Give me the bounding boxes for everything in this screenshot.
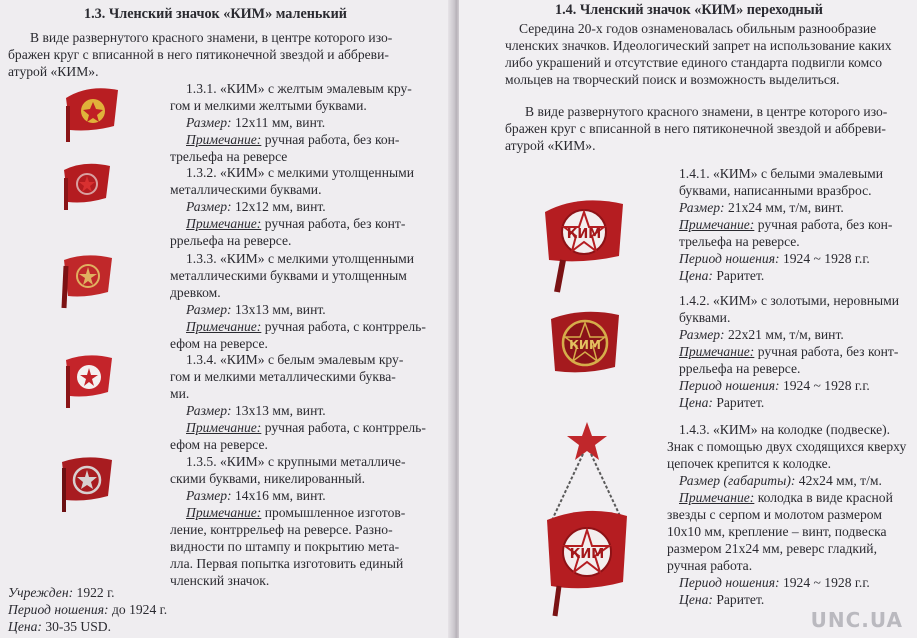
item-1-3-2-title: 1.3.2. «КИМ» с мелкими утолщенными: [186, 165, 414, 180]
right-intro2-line: атурой «КИМ».: [505, 138, 596, 153]
period-value: до 1924 г.: [108, 602, 168, 617]
size-value: 42х24 мм, т/м.: [795, 473, 882, 488]
note-label: Примечание:: [186, 420, 262, 435]
note-text: размером 21х24 мм, реверс гладкий,: [667, 541, 877, 556]
item-1-4-1-title: 1.4.1. «КИМ» с белыми эмалевыми: [679, 166, 883, 181]
note-label: Примечание:: [186, 505, 262, 520]
item-1-4-3-title: цепочек крепится к колодке.: [667, 456, 832, 471]
note-text: ручная работа, с контррель-: [264, 319, 426, 334]
price-label: Цена:: [679, 395, 713, 410]
size-value: 22х21 мм, т/м, винт.: [724, 327, 844, 342]
badge-photo-1-3-3: [56, 250, 120, 310]
size-value: 13х13 мм, винт.: [231, 302, 326, 317]
item-1-3-1-title: гом и мелкими желтыми буквами.: [170, 98, 367, 113]
size-value: 12х12 мм, винт.: [231, 199, 326, 214]
badge-photo-1-3-5: [54, 452, 120, 514]
right-intro-line: мольцев на творческий поиск и возможность выделиться.: [505, 72, 840, 87]
note-text: ефом на реверсе.: [170, 437, 268, 452]
item-1-4-2-title: 1.4.2. «КИМ» с золотыми, неровными: [679, 293, 900, 308]
note-text: трельефа на реверсе.: [679, 234, 800, 249]
item-1-3-4-title: гом и мелкими металлическими буква-: [170, 369, 396, 384]
note-text: лла. Первая попытка изготовить единый: [170, 556, 404, 571]
badge-photo-1-4-2: [545, 305, 625, 385]
item-1-3-3-title: металлическими буквами и утолщенным: [170, 268, 407, 283]
period-label: Период ношения:: [679, 378, 780, 393]
size-label: Размер (габариты):: [679, 473, 796, 488]
note-text: промышленное изготов-: [264, 505, 406, 520]
size-label: Размер:: [679, 200, 725, 215]
founded-value: 1922 г.: [73, 585, 115, 600]
right-intro-line: либо украшений и отсутствие единого стандарта подвигли комсо: [505, 55, 882, 70]
note-text: ление, контррельеф на реверсе. Разно-: [170, 522, 393, 537]
note-text: ручная работа, без кон-: [264, 132, 400, 147]
right-intro2-line: В виде развернутого красного знамени, в центре которого изо-: [525, 104, 888, 119]
note-text: ручная работа, с контррель-: [264, 420, 426, 435]
period-label: Период ношения:: [679, 575, 780, 590]
left-intro-line: атурой «КИМ».: [8, 64, 99, 79]
period-value: 1924 ~ 1928 г.г.: [779, 575, 870, 590]
period-value: 1924 ~ 1928 г.г.: [779, 378, 870, 393]
item-1-3-3-title: 1.3.3. «КИМ» с мелкими утолщенными: [186, 251, 414, 266]
item-1-4-1-title: буквами, написанными вразброс.: [679, 183, 872, 198]
item-1-3-3-title: древком.: [170, 285, 221, 300]
price-label: Цена:: [8, 619, 42, 634]
size-label: Размер:: [186, 115, 232, 130]
period-label: Период ношения:: [679, 251, 780, 266]
badge-kim-text: КИМ: [569, 338, 601, 352]
badge-kim-text: КИМ: [566, 227, 602, 242]
note-text: колодка в виде красной: [757, 490, 893, 505]
size-label: Размер:: [186, 302, 232, 317]
note-label: Примечание:: [186, 216, 262, 231]
right-intro2-line: бражен круг с вписанной в него пятиконечной звездой и аббреви-: [505, 121, 886, 136]
period-label: Период ношения:: [8, 602, 109, 617]
note-label: Примечание:: [679, 217, 755, 232]
note-text: ручная работа, без конт-: [264, 216, 406, 231]
note-label: Примечание:: [679, 344, 755, 359]
size-value: 21х24 мм, т/м, винт.: [724, 200, 844, 215]
note-text: ручная работа, без конт-: [757, 344, 899, 359]
item-1-4-3-title: 1.4.3. «КИМ» на колодке (подвеске).: [679, 422, 891, 437]
note-text: ручная работа, без кон-: [757, 217, 893, 232]
badge-photo-1-3-1: [58, 80, 128, 150]
note-text: звезды с серпом и молотом размером: [667, 507, 882, 522]
item-1-3-4-title: ми.: [170, 386, 190, 401]
item-1-3-5-title: 1.3.5. «КИМ» с крупными металличе-: [186, 454, 406, 469]
right-intro-line: Середина 20-х годов ознаменовалась обильным разнообразие: [519, 21, 877, 36]
founded-label: Учрежден:: [8, 585, 74, 600]
item-1-3-5-title: скими буквами, никелированный.: [170, 471, 366, 486]
size-label: Размер:: [186, 199, 232, 214]
item-1-3-2-title: металлическими буквами.: [170, 182, 322, 197]
price-value: Раритет.: [712, 592, 765, 607]
price-value: Раритет.: [712, 395, 765, 410]
size-value: 14х16 мм, винт.: [231, 488, 326, 503]
period-value: 1924 ~ 1928 г.г.: [779, 251, 870, 266]
item-1-3-1-title: 1.3.1. «КИМ» с желтым эмалевым кру-: [186, 81, 412, 96]
right-page: [459, 0, 917, 638]
badge-photo-1-4-3: [541, 420, 633, 618]
badge-kim-text: КИМ: [569, 547, 605, 562]
note-label: Примечание:: [186, 132, 262, 147]
left-page: [0, 0, 452, 638]
price-value: Раритет.: [712, 268, 765, 283]
note-text: ефом на реверсе.: [170, 336, 268, 351]
note-text: ручная работа.: [667, 558, 753, 573]
badge-photo-1-3-2: [58, 158, 118, 214]
size-label: Размер:: [186, 488, 232, 503]
size-label: Размер:: [186, 403, 232, 418]
note-text: ррельефа на реверсе.: [679, 361, 801, 376]
note-text: видности по штампу и покрытию мета-: [170, 539, 400, 554]
note-text: ррельефа на реверсе.: [170, 233, 292, 248]
note-text: трельефа на реверсе: [170, 149, 288, 164]
size-label: Размер:: [679, 327, 725, 342]
price-value: 30-35 USD.: [41, 619, 112, 634]
right-section-title: 1.4. Членский значок «КИМ» переходный: [555, 2, 823, 18]
item-1-3-4-title: 1.3.4. «КИМ» с белым эмалевым кру-: [186, 352, 404, 367]
note-label: Примечание:: [186, 319, 262, 334]
item-1-4-2-title: буквами.: [679, 310, 731, 325]
left-intro-line: бражен круг с вписанной в него пятиконечной звездой и аббреви-: [8, 47, 389, 62]
note-text: 10х10 мм, крепление – винт, подвеска: [667, 524, 887, 539]
badge-photo-1-4-1: [539, 190, 629, 295]
badge-photo-1-3-4: [58, 350, 120, 410]
note-label: Примечание:: [679, 490, 755, 505]
size-value: 12х11 мм, винт.: [231, 115, 326, 130]
note-text: членский значок.: [170, 573, 270, 588]
price-label: Цена:: [679, 268, 713, 283]
watermark: UNC.UA: [810, 608, 903, 632]
right-intro-line: членских значков. Идеологический запрет на использование каких: [505, 38, 892, 53]
left-intro-line: В виде развернутого красного знамени, в центре которого изо-: [30, 30, 393, 45]
price-label: Цена:: [679, 592, 713, 607]
item-1-4-3-title: Знак с помощью двух сходящихся кверху: [667, 439, 907, 454]
size-value: 13х13 мм, винт.: [231, 403, 326, 418]
left-section-title: 1.3. Членский значок «КИМ» маленький: [84, 6, 347, 22]
